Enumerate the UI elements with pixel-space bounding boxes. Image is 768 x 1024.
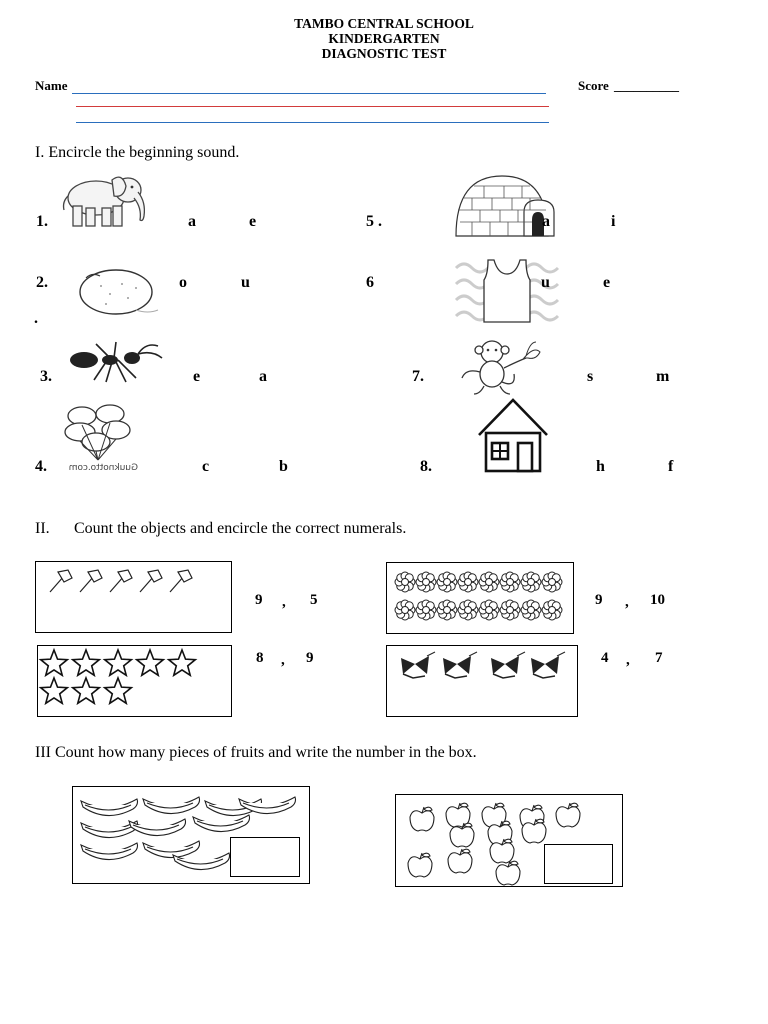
comma: , (626, 652, 630, 668)
section-3-title: III Count how many pieces of fruits and write the number in the box. (35, 744, 477, 761)
choice-letter[interactable]: a (188, 213, 196, 230)
comma: , (625, 594, 629, 610)
flower-icons (387, 563, 573, 633)
choice-letter[interactable]: i (611, 213, 616, 230)
choice-letter[interactable]: o (179, 274, 187, 291)
flower-icon (542, 600, 562, 620)
axe-icon (80, 570, 102, 592)
apple-icon (448, 849, 472, 873)
flower-icon (500, 600, 520, 620)
axe-icons (40, 566, 210, 596)
numeral-choice[interactable]: 4 (601, 650, 609, 666)
orange-icon (76, 264, 166, 318)
item-number: 7. (412, 368, 424, 385)
balloons-icon (58, 404, 142, 476)
flower-icon (458, 600, 478, 620)
butterfly-icon (401, 652, 435, 678)
comma: , (282, 594, 286, 610)
item-number: 8. (420, 458, 432, 475)
banana-icon (143, 797, 200, 814)
star-icon (73, 650, 100, 675)
banana-icon (193, 815, 250, 832)
item-number: 1. (36, 213, 48, 230)
choice-letter[interactable]: e (603, 274, 611, 291)
butterfly-icon (491, 652, 525, 678)
choice-letter[interactable]: m (656, 368, 670, 385)
apple-icon (408, 853, 432, 877)
watermark-text: Guuknotto.com (68, 463, 138, 473)
star-icon (137, 650, 164, 675)
banana-count-box (72, 786, 310, 884)
flower-icon (416, 572, 436, 592)
stray-dot: . (34, 310, 38, 327)
banana-icon (81, 799, 138, 816)
section-2-number: II. (35, 520, 50, 537)
star-icons (38, 646, 231, 716)
flower-icon (542, 572, 562, 592)
star-count-box (37, 645, 232, 717)
star-icon (105, 678, 132, 703)
butterfly-icon (531, 652, 565, 678)
apple-count-box (395, 794, 623, 887)
item-number: 3. (40, 368, 52, 385)
numeral-choice[interactable]: 10 (650, 592, 665, 608)
banana-icon (81, 821, 138, 838)
star-icon (41, 650, 68, 675)
apple-answer-box[interactable] (544, 844, 613, 884)
star-icon (73, 678, 100, 703)
flower-icon (479, 600, 499, 620)
choice-letter[interactable]: u (241, 274, 250, 291)
choice-letter[interactable]: u (541, 274, 550, 291)
test-title: DIAGNOSTIC TEST (321, 46, 447, 61)
flower-icon (416, 600, 436, 620)
flower-icon (479, 572, 499, 592)
item-number: 2. (36, 274, 48, 291)
house-icon (476, 397, 550, 475)
axe-icon (50, 570, 72, 592)
score-label: Score (578, 78, 609, 93)
flower-icon (500, 572, 520, 592)
star-icon (169, 650, 196, 675)
axe-icon (110, 570, 132, 592)
choice-letter[interactable]: c (202, 458, 210, 475)
apple-icon (496, 861, 520, 885)
item-number: 5 . (366, 213, 382, 230)
ant-icon (66, 340, 166, 384)
flower-icon (521, 572, 541, 592)
numeral-choice[interactable]: 9 (595, 592, 603, 608)
apple-icon (410, 807, 434, 831)
score-blank[interactable]: __________ (614, 78, 679, 93)
flower-icon (458, 572, 478, 592)
choice-letter[interactable]: e (193, 368, 201, 385)
numeral-choice[interactable]: 5 (310, 592, 318, 608)
school-name: TAMBO CENTRAL SCHOOL (294, 16, 474, 31)
name-line-3[interactable] (76, 122, 549, 123)
apple-icon (556, 803, 580, 827)
choice-letter[interactable]: f (668, 458, 674, 475)
elephant-icon (60, 170, 150, 232)
flower-icon (521, 600, 541, 620)
flower-icon (437, 600, 457, 620)
butterfly-icon (443, 652, 477, 678)
section-2-title: Count the objects and encircle the correct numerals. (74, 520, 407, 537)
item-number: 6 (366, 274, 374, 291)
star-icon (41, 678, 68, 703)
axe-count-box (35, 561, 232, 633)
butterfly-count-box (386, 645, 578, 717)
butterfly-icons (387, 646, 577, 716)
name-label: Name (35, 78, 68, 93)
star-icon (105, 650, 132, 675)
choice-letter[interactable]: s (587, 368, 594, 385)
banana-answer-box[interactable] (230, 837, 300, 877)
item-number: 4. (35, 458, 47, 475)
numeral-choice[interactable]: 9 (255, 592, 263, 608)
monkey-icon (454, 338, 550, 396)
choice-letter[interactable]: h (596, 458, 605, 475)
name-line-2[interactable] (76, 106, 549, 107)
choice-letter[interactable]: e (249, 213, 257, 230)
comma: , (281, 652, 285, 668)
choice-letter[interactable]: b (279, 458, 288, 475)
banana-icon (81, 843, 138, 860)
numeral-choice[interactable]: 9 (306, 650, 314, 666)
choice-letter[interactable]: a (259, 368, 267, 385)
flower-icon (437, 572, 457, 592)
axe-icon (170, 570, 192, 592)
axe-icon (140, 570, 162, 592)
flower-icon (395, 572, 415, 592)
choice-letter[interactable]: a (542, 213, 550, 230)
numeral-choice[interactable]: 7 (655, 650, 663, 666)
grade-level: KINDERGARTEN (328, 31, 440, 46)
numeral-choice[interactable]: 8 (256, 650, 264, 666)
name-line-1[interactable] (72, 93, 546, 94)
banana-icon (143, 841, 200, 858)
flower-count-box (386, 562, 574, 634)
flower-icon (395, 600, 415, 620)
section-1-title: I. Encircle the beginning sound. (35, 144, 240, 161)
